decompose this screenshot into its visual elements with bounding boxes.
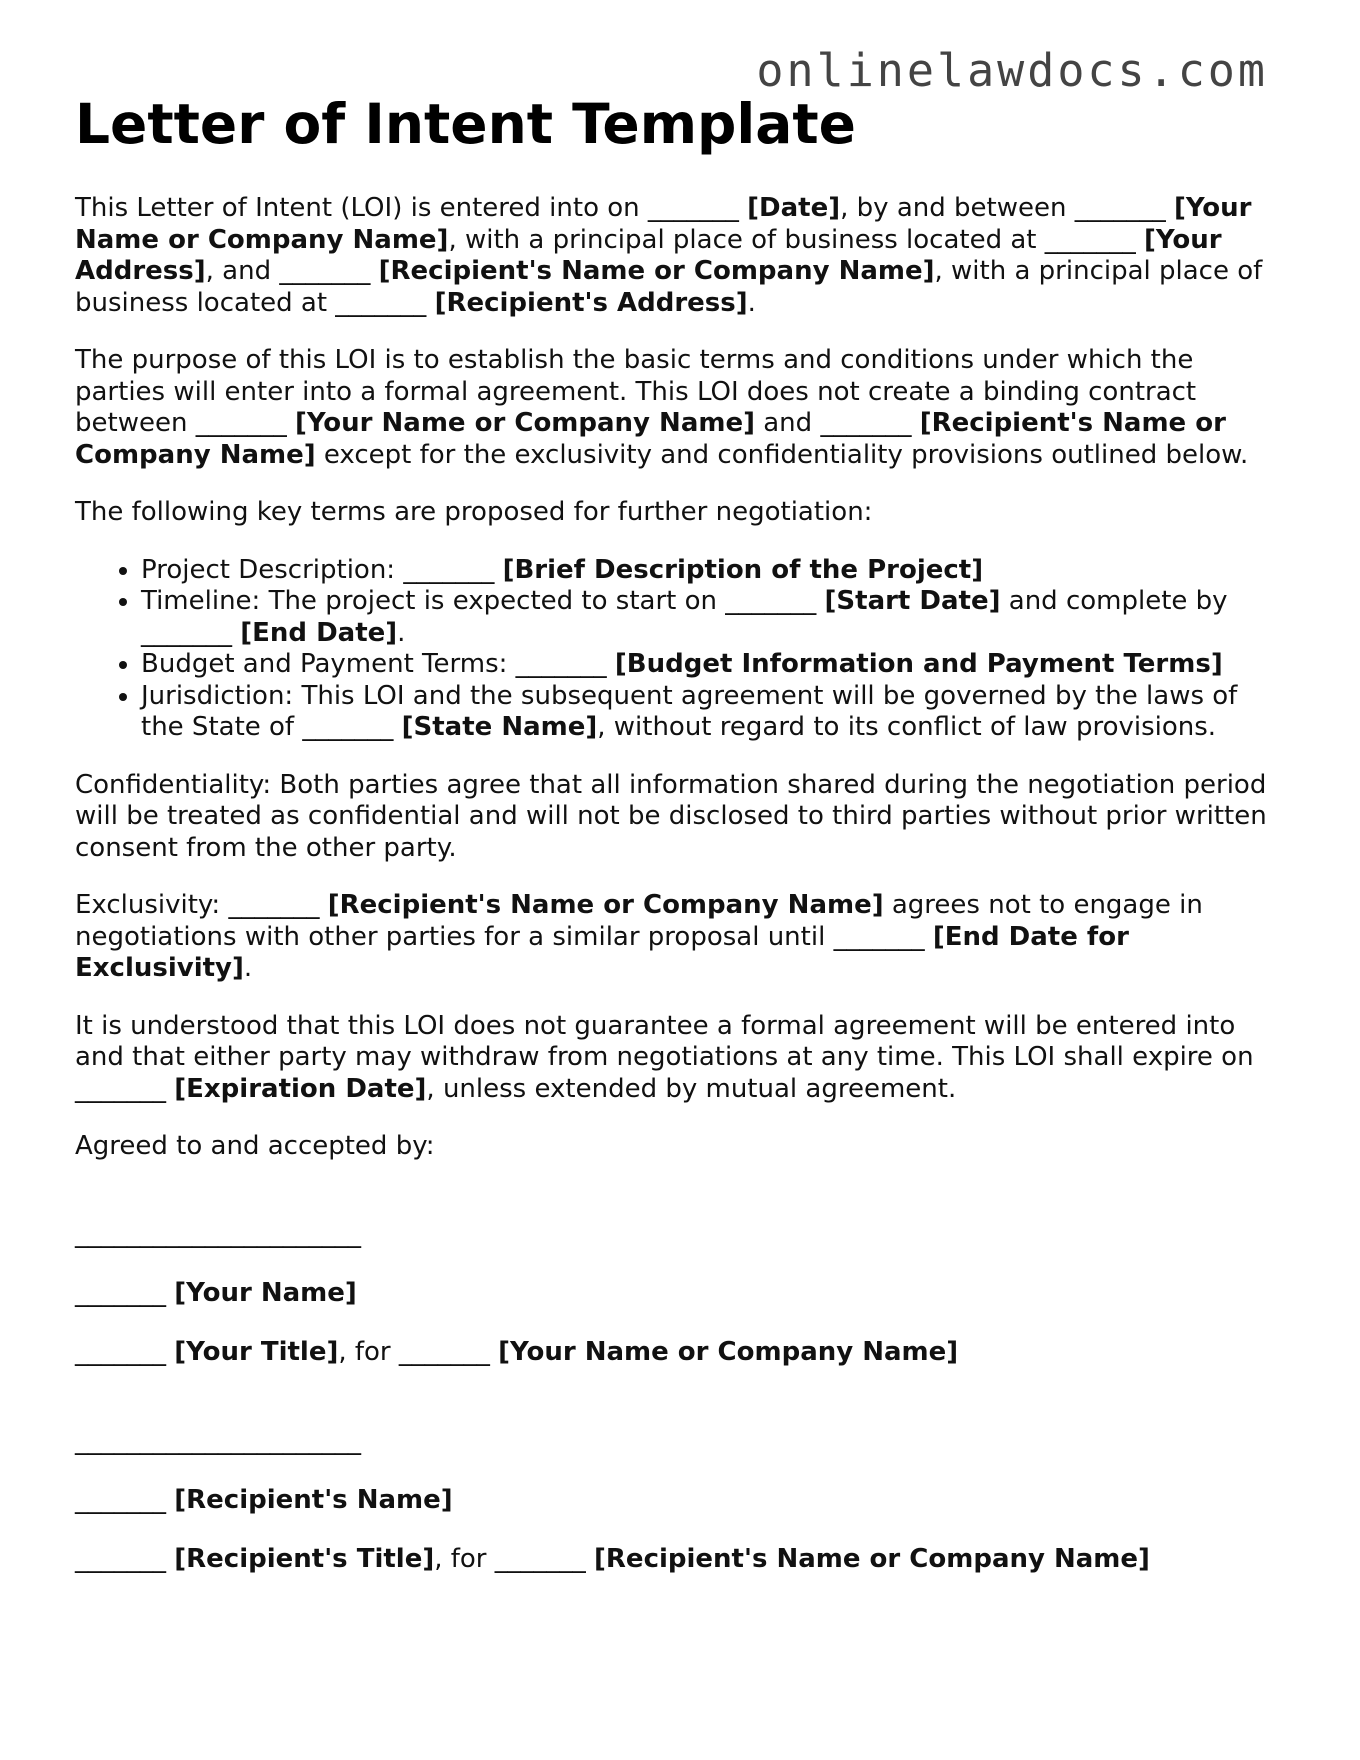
sender-title-line: _______ [Your Title], for _______ [Your Name or Company Name]	[75, 1336, 959, 1367]
agreed-line: Agreed to and accepted by:	[75, 1131, 435, 1161]
page-title: Letter of Intent Template	[75, 92, 856, 156]
key-terms-list	[75, 555, 1285, 744]
exclusivity-paragraph: Exclusivity: _______ [Recipient's Name or Company Name] agrees not to engage in negotiations with other parties for a similar proposal until _______ [End Date for Exclusivity].	[75, 890, 1203, 983]
signature-line-recipient: ______________________	[75, 1425, 361, 1456]
recipient-name-line: _______ [Recipient's Name]	[75, 1484, 453, 1515]
intro-paragraph: This Letter of Intent (LOI) is entered into on _______ [Date], by and between _______ [Your Name or Company Name], with a principal place of business located at _______ [Your Address], and _______ [Recipient's Name or Company Name], with a principal place of business located at _______ [Recipient's Address].	[75, 193, 1263, 318]
key-terms-intro: The following key terms are proposed for further negotiation:	[75, 497, 873, 527]
purpose-paragraph: The purpose of this LOI is to establish the basic terms and conditions under which the parties will enter into a formal agreement. This LOI does not create a binding contract between _______ [Your Name or Company Name] and _______ [Recipient's Name or Company Name] except for the exclusivity and confidentiality provisions outlined below.	[75, 345, 1249, 470]
recipient-title-line: _______ [Recipient's Title], for _______ [Recipient's Name or Company Name]	[75, 1543, 1150, 1574]
document-body	[75, 193, 1285, 1603]
sender-name-line: _______ [Your Name]	[75, 1277, 357, 1308]
expiration-paragraph: It is understood that this LOI does not guarantee a formal agreement will be entered into and that either party may withdraw from negotiations at any time. This LOI shall expire on _______ [Expiration Date], unless extended by mutual agreement.	[75, 1010, 1254, 1104]
watermark: onlinelawdocs.com	[756, 44, 1268, 97]
confidentiality-paragraph: Confidentiality: Both parties agree that all information shared during the negotiation period will be treated as confidential and will not be disclosed to third parties without prior written consent from the other party.	[75, 769, 1267, 863]
signature-line-sender: ______________________	[75, 1218, 361, 1249]
list-item: • Budget and Payment Terms: _______ [Budget Information and Payment Terms]	[141, 649, 1285, 681]
list-item: • Jurisdiction: This LOI and the subsequent agreement will be governed by the laws of the State of _______ [State Name], without regard to its conflict of law provisions.	[141, 681, 1285, 744]
list-item: • Project Description: _______ [Brief Description of the Project]	[141, 555, 1285, 587]
list-item: • Timeline: The project is expected to start on _______ [Start Date] and complete by _______ [End Date].	[141, 586, 1285, 649]
